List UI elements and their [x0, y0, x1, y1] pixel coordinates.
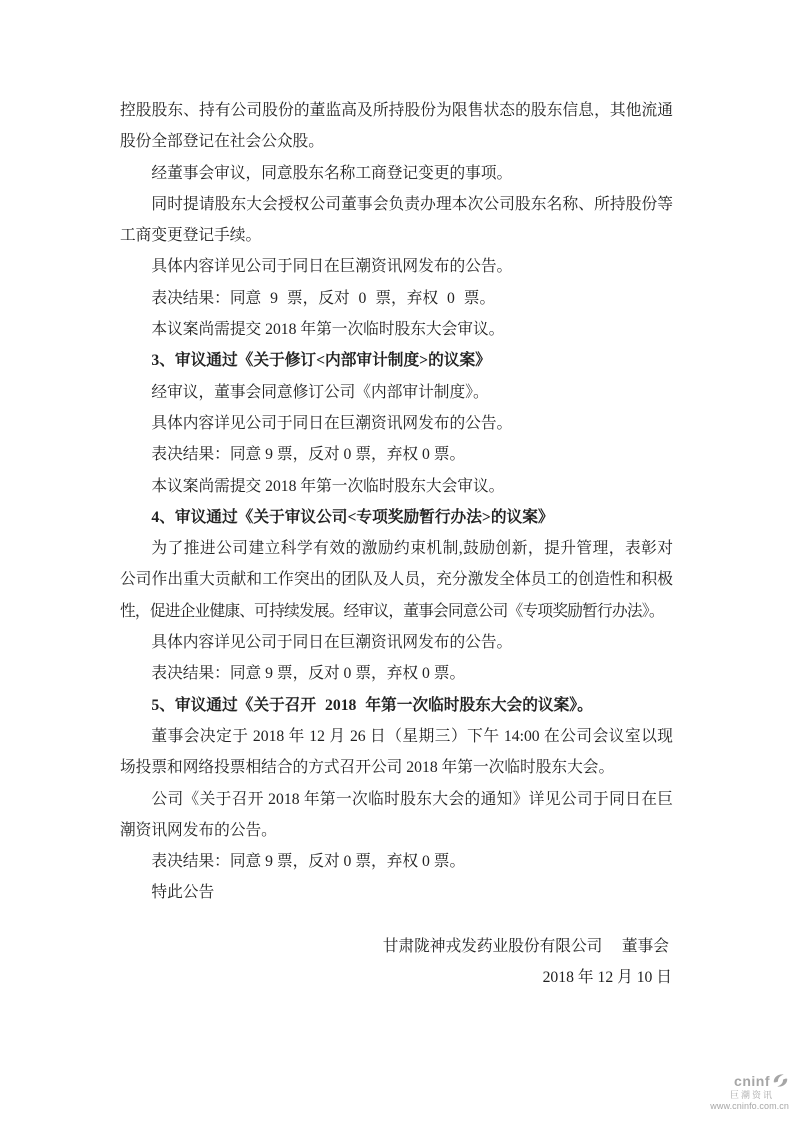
- vote-result-line: 表决结果：同意 9 票，反对 0 票，弃权 0 票。: [151, 446, 466, 464]
- text-line: 董事会决定于 2018 年 12 月 26 日（星期三）下午 14:00 在公司会议室以现: [151, 727, 673, 745]
- text-line: 具体内容详见公司于同日在巨潮资讯网发布的公告。: [151, 634, 513, 652]
- text-line: 具体内容详见公司于同日在巨潮资讯网发布的公告。: [151, 414, 513, 432]
- text-line: 本议案尚需提交 2018 年第一次临时股东大会审议。: [151, 321, 505, 339]
- vote-result-line: 表决结果：同意 9 票，反对 0 票，弃权 0 票。: [151, 665, 466, 683]
- text-line: 为了推进公司建立科学有效的激励约束机制,鼓励创新，提升管理，表彰对: [151, 540, 673, 558]
- cninfo-brand-text: cninf: [734, 1072, 770, 1089]
- text-line: 潮资讯网发布的公告。: [120, 821, 277, 839]
- agenda-item-heading: 3、审议通过《关于修订<内部审计制度>的议案》: [151, 352, 491, 370]
- signature-date: 2018 年 12 月 10 日: [542, 969, 672, 987]
- vote-result-line: 表决结果：同意 9 票，反对 0 票，弃权 0 票。: [151, 853, 466, 871]
- text-line: 控股股东、持有公司股份的董监高及所持股份为限售状态的股东信息，其他流通: [120, 102, 673, 119]
- text-line: 工商变更登记手续。: [120, 227, 262, 245]
- signature-company: 甘肃陇神戎发药业股份有限公司 董事会: [382, 937, 669, 955]
- signature-block: [120, 931, 673, 994]
- text-line: 性，促进企业健康、可持续发展。经审议，董事会同意公司《专项奖励暂行办法》。: [120, 602, 664, 620]
- text-line: 场投票和网络投票相结合的方式召开公司 2018 年第一次临时股东大会。: [120, 759, 615, 777]
- cninfo-chinese-name: 巨潮资讯: [729, 1090, 774, 1100]
- text-line: 公司《关于召开 2018 年第一次临时股东大会的通知》详见公司于同日在巨: [151, 790, 673, 808]
- text-line: 经审议，董事会同意修订公司《内部审计制度》。: [151, 383, 489, 401]
- closing-statement: 特此公告: [151, 884, 215, 902]
- cninfo-url-text: www.cninfo.com.cn: [710, 1101, 789, 1111]
- agenda-item-heading: 5、审议通过《关于召开 2018 年第一次临时股东大会的议案》。: [151, 696, 593, 714]
- cninfo-watermark: [703, 1072, 789, 1111]
- cninfo-swirl-icon: [772, 1072, 789, 1089]
- vote-result-line: 表决结果：同意 9 票，反对 0 票，弃权 0 票。: [151, 289, 496, 307]
- text-line: 公司作出重大贡献和工作突出的团队及人员，充分激发全体员工的创造性和积极: [120, 571, 673, 589]
- text-line: 同时提请股东大会授权公司董事会负责办理本次公司股东名称、所持股份等: [151, 195, 673, 213]
- document-body: [120, 95, 673, 993]
- agenda-item-heading: 4、审议通过《关于审议公司<专项奖励暂行办法>的议案》: [151, 508, 554, 526]
- text-line: 股份全部登记在社会公众股。: [120, 133, 324, 151]
- text-line: 经董事会审议，同意股东名称工商登记变更的事项。: [151, 164, 513, 182]
- text-line: 本议案尚需提交 2018 年第一次临时股东大会审议。: [151, 477, 505, 495]
- text-line: 具体内容详见公司于同日在巨潮资讯网发布的公告。: [151, 258, 513, 276]
